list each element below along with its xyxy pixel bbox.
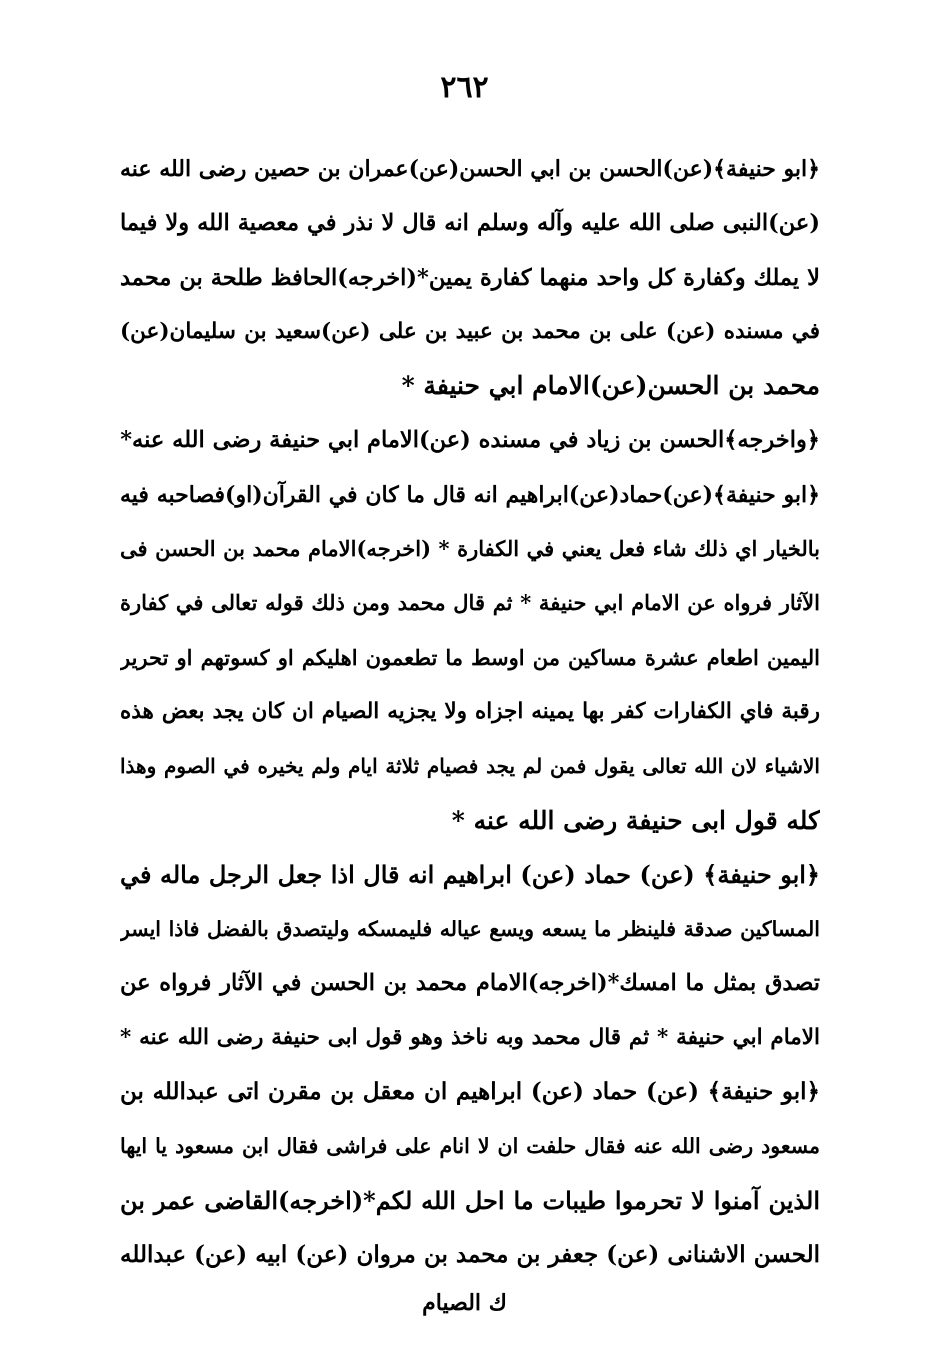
text-line: رقبة فاي الكفارات كفر بها يمينه اجزاه ولا يجزيه الصيام ان كان يجد بعض هذه xyxy=(120,698,820,724)
page-number: ٢٦٢ xyxy=(440,70,489,105)
text-line: الذين آمنوا لا تحرموا طيبات ما احل الله لكم*(اخرجه)القاضى عمر بن xyxy=(120,1185,820,1215)
text-line: محمد بن الحسن(عن)الامام ابي حنيفة * xyxy=(401,371,820,401)
text-line: (عن)النبى صلى الله عليه وآله وسلم انه قال لا نذر في معصية الله ولا فيما xyxy=(120,210,820,237)
footnote: ك الصيام xyxy=(422,1290,507,1316)
text-line: ﴿ابو حنيفة﴾(عن)حماد(عن)ابراهيم انه قال ما كان في القرآن(او)فصاحبه فيه xyxy=(120,481,820,508)
text-line: المساكين صدقة فلينظر ما يسعه ويسع عياله فليمسكه وليتصدق بالفضل فاذا ايسر xyxy=(120,917,820,942)
text-line: مسعود رضى الله عنه فقال حلفت ان لا انام على فراشى فقال ابن مسعود يا ايها xyxy=(120,1134,820,1159)
text-line: بالخيار اي ذلك شاء فعل يعني في الكفارة * (اخرجه)الامام محمد بن الحسن فى xyxy=(120,536,820,562)
body-text xyxy=(120,142,820,1282)
text-line: ﴿ابو حنيفة﴾ (عن) حماد (عن) ابراهيم انه قال اذا جعل الرجل ماله في xyxy=(120,859,820,889)
text-line: في مسنده (عن) على بن محمد بن عبيد بن على (عن)سعيد بن سليمان(عن) xyxy=(120,318,820,344)
text-line: ﴿واخرجه﴾الحسن بن زياد في مسنده (عن)الامام ابي حنيفة رضى الله عنه* xyxy=(120,427,820,454)
text-line: ﴿ابو حنيفة﴾ (عن) حماد (عن) ابراهيم ان معقل بن مقرن اتى عبدالله بن xyxy=(120,1078,820,1106)
text-line: الاشياء لان الله تعالى يقول فمن لم يجد فصيام ثلاثة ايام ولم يخيره في الصوم وهذا xyxy=(120,754,820,779)
text-line: تصدق بمثل ما امسك*(اخرجه)الامام محمد بن الحسن في الآثار فرواه عن xyxy=(120,970,820,997)
text-line: الآثار فرواه عن الامام ابي حنيفة * ثم قال محمد ومن ذلك قوله تعالى في كفارة xyxy=(120,590,820,616)
text-line: لا يملك وكفارة كل واحد منهما كفارة يمين*(اخرجه)الحافظ طلحة بن محمد xyxy=(120,264,820,291)
text-line: الحسن الاشنانى (عن) جعفر بن محمد بن مروان (عن) ابيه (عن) عبدالله xyxy=(120,1240,820,1268)
text-line: اليمين اطعام عشرة مساكين من اوسط ما تطعمون اهليكم او كسوتهم او تحرير xyxy=(120,644,820,670)
text-line: كله قول ابى حنيفة رضى الله عنه * xyxy=(451,805,820,835)
text-line: الامام ابي حنيفة * ثم قال محمد وبه ناخذ وهو قول ابى حنيفة رضى الله عنه * xyxy=(120,1024,820,1050)
text-line: ﴿ابو حنيفة﴾(عن)الحسن بن ابي الحسن(عن)عمران بن حصين رضى الله عنه xyxy=(120,156,820,182)
